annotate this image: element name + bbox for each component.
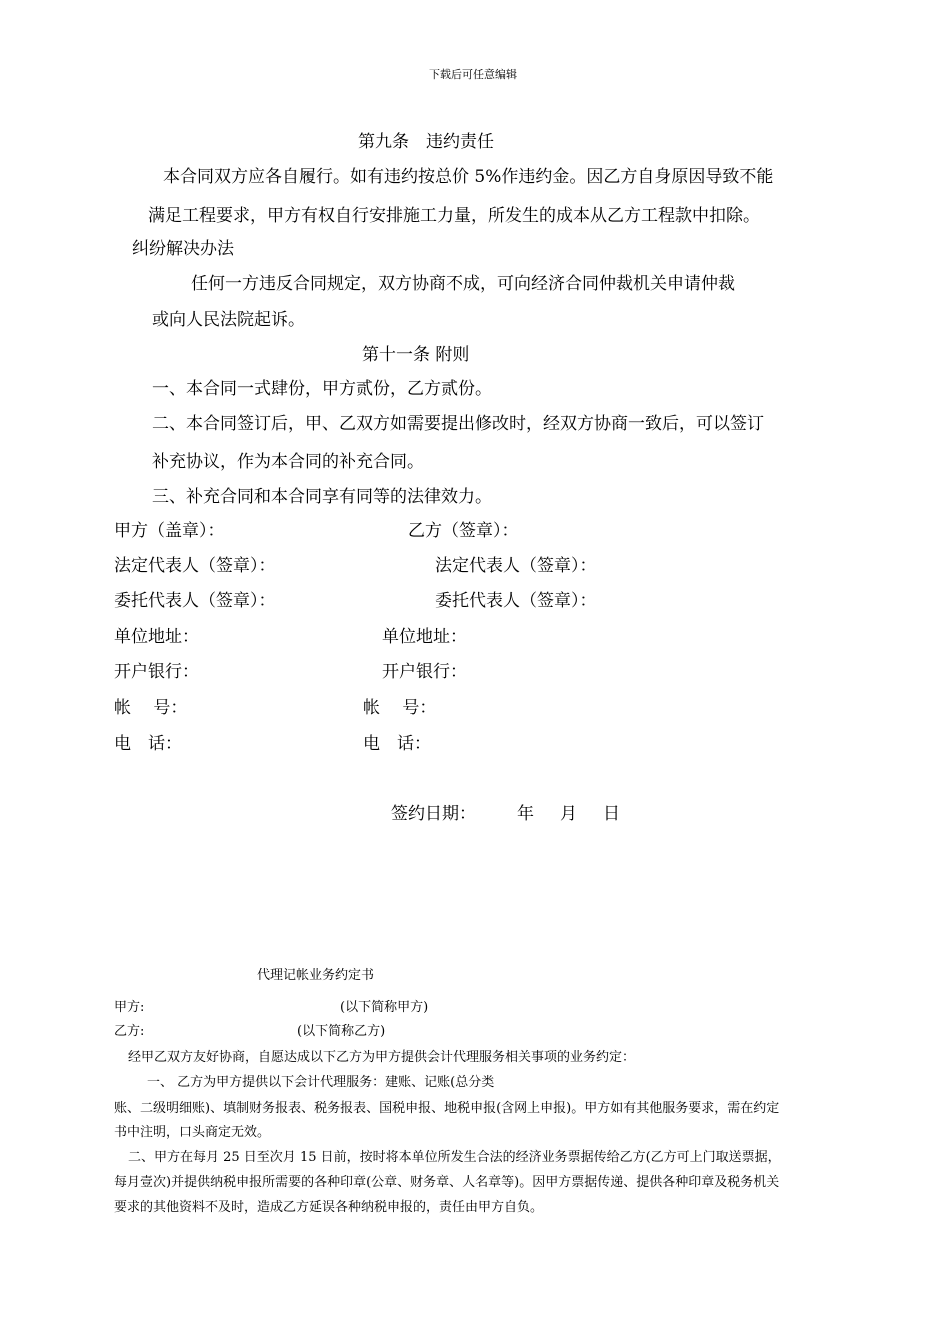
article11-item: 一、本合同一式肆份，甲方贰份，乙方贰份。 — [152, 379, 492, 399]
legal-rep-a-label: 法定代表人（签章）： — [114, 556, 276, 576]
agreement-item2-line3: 要求的其他资料不及时，造成乙方延误各种纳税申报的，责任由甲方自负。 — [114, 1200, 544, 1215]
article9-paragraph-line1: 本合同双方应各自履行。如有违约按总价 5%作违约金。因乙方自身原因导致不能 — [163, 167, 774, 187]
sign-date-day: 日 — [603, 804, 620, 824]
account-a-label: 帐 号： — [114, 698, 188, 718]
dispute-title: 纠纷解决办法 — [132, 239, 234, 259]
agreement-item1-line1: 一、 乙方为甲方提供以下会计代理服务：建账、记账(总分类 — [147, 1075, 495, 1090]
agreement-party-a-label: 甲方: — [114, 1000, 145, 1015]
address-b-label: 单位地址： — [382, 627, 467, 647]
dispute-paragraph-line2: 或向人民法院起诉。 — [152, 310, 305, 330]
party-b-sign-label: 乙方（签章）： — [408, 521, 519, 541]
agreement-party-b-label: 乙方: — [114, 1024, 145, 1039]
dispute-paragraph-line1: 任何一方违反合同规定，双方协商不成，可向经济合同仲裁机关申请仲裁 — [191, 274, 735, 294]
bank-a-label: 开户银行： — [114, 662, 199, 682]
article11-item: 三、补充合同和本合同享有同等的法律效力。 — [152, 487, 492, 507]
article9-title: 第九条 违约责任 — [358, 132, 494, 152]
article11-item: 二、本合同签订后，甲、乙双方如需要提出修改时，经双方协商一致后，可以签订 — [152, 414, 764, 434]
party-a-seal-label: 甲方（盖章）： — [114, 521, 225, 541]
bank-b-label: 开户银行： — [382, 662, 467, 682]
agreement-intro: 经甲乙双方友好协商，自愿达成以下乙方为甲方提供会计代理服务相关事项的业务约定： — [128, 1050, 636, 1065]
phone-b-label: 电 话： — [363, 734, 431, 754]
legal-rep-b-label: 法定代表人（签章）： — [435, 556, 597, 576]
article11-title: 第十一条 附则 — [362, 345, 470, 365]
agreement-title: 代理记帐业务约定书 — [257, 968, 375, 983]
agent-b-label: 委托代表人（签章）： — [435, 591, 597, 611]
sign-date-year: 年 — [517, 804, 534, 824]
address-a-label: 单位地址： — [114, 627, 199, 647]
agreement-item2-line2: 每月壹次)并提供纳税申报所需要的各种印章(公章、财务章、人名章等)。因甲方票据传递、提供各种印章及税务机关 — [114, 1175, 780, 1190]
article11-item: 补充协议，作为本合同的补充合同。 — [152, 452, 424, 472]
agreement-item1-line3: 书中注明，口头商定无效。 — [114, 1125, 271, 1140]
agreement-party-a-note: (以下简称甲方) — [340, 1000, 429, 1015]
article9-paragraph-line2: 满足工程要求，甲方有权自行安排施工力量，所发生的成本从乙方工程款中扣除。 — [148, 206, 760, 226]
phone-a-label: 电 话： — [114, 734, 182, 754]
agent-a-label: 委托代表人（签章）： — [114, 591, 276, 611]
account-b-label: 帐 号： — [363, 698, 437, 718]
sign-date-month: 月 — [560, 804, 577, 824]
agreement-party-b-note: (以下简称乙方) — [297, 1024, 386, 1039]
page-header: 下载后可任意编辑 — [429, 68, 517, 81]
agreement-item1-line2: 账、二级明细账)、填制财务报表、税务报表、国税申报、地税申报(含网上申报)。甲方如有其他服务要求，需在约定 — [114, 1101, 780, 1116]
sign-date-label: 签约日期： — [391, 804, 476, 824]
agreement-item2-line1: 二、甲方在每月 25 日至次月 15 日前，按时将本单位所发生合法的经济业务票据传给乙方(乙方可上门取送票据， — [128, 1150, 781, 1165]
